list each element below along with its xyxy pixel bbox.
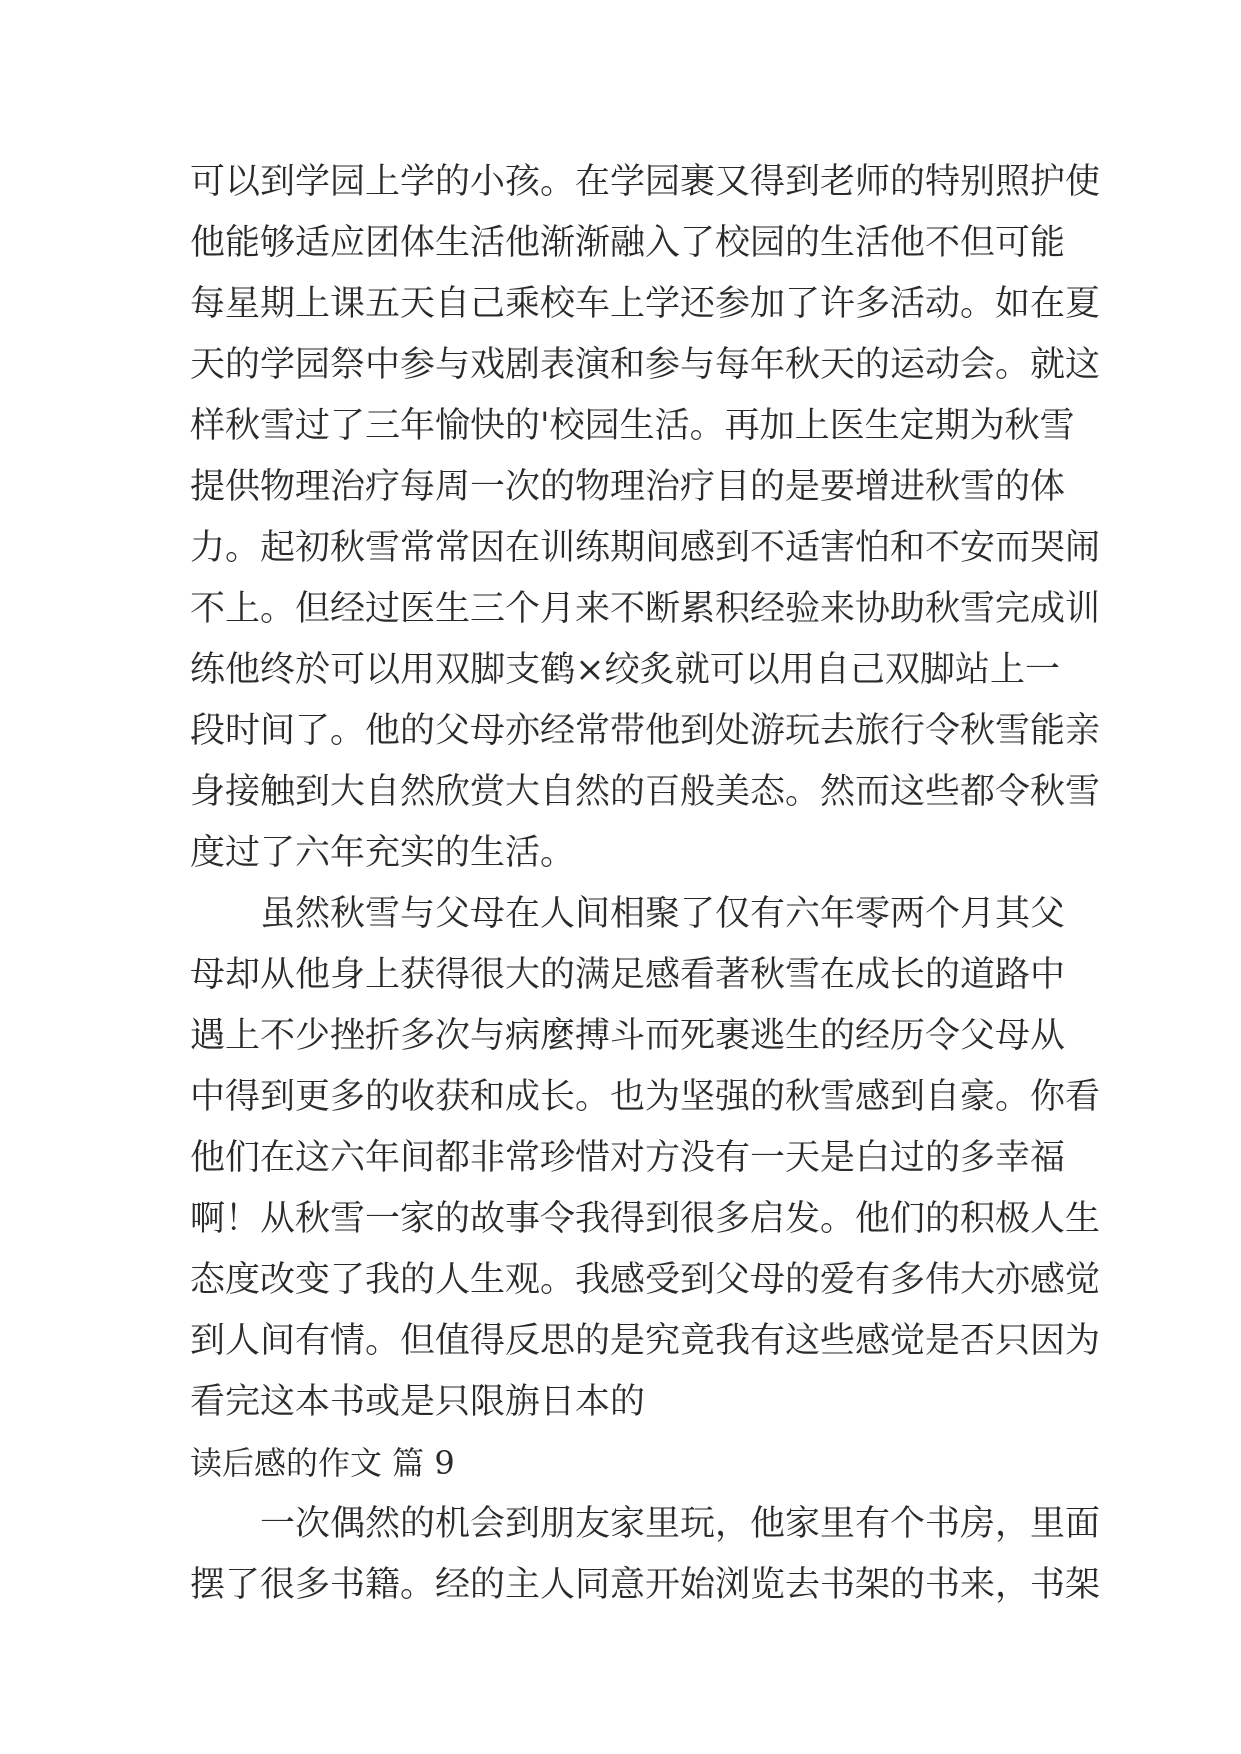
text-line: 看完这本书或是只限旃日本的 bbox=[190, 1382, 646, 1422]
document-body bbox=[190, 152, 1101, 1616]
text-line: 母却从他身上获得很大的满足感看著秋雪在成长的道路中 bbox=[190, 955, 1066, 995]
text-line: 他们在这六年间都非常珍惜对方没有一天是白过的多幸福 bbox=[190, 1138, 1066, 1178]
text-line: 可以到学园上学的小孩。在学园裹又得到老师的特别照护使 bbox=[190, 162, 1101, 202]
text-line: 不上。但经过医生三个月来不断累积经验来协助秋雪完成训 bbox=[190, 589, 1101, 629]
paragraph bbox=[190, 1494, 1101, 1616]
text-line: 力。起初秋雪常常因在训练期间感到不适害怕和不安而哭闹 bbox=[190, 528, 1101, 568]
text-line: 摆了很多书籍。经的主人同意开始浏览去书架的书来，书架 bbox=[190, 1565, 1101, 1605]
text-line: 到人间有情。但值得反思的是究竟我有这些感觉是否只因为 bbox=[190, 1321, 1101, 1361]
text-line: 啊！从秋雪一家的故事令我得到很多启发。他们的积极人生 bbox=[190, 1199, 1101, 1239]
text-line: 段时间了。他的父母亦经常带他到处游玩去旅行令秋雪能亲 bbox=[190, 711, 1101, 751]
text-line: 遇上不少挫折多次与病麼搏斗而死裹逃生的经历令父母从 bbox=[190, 1016, 1066, 1056]
text-line: 天的学园祭中参与戏剧表演和参与每年秋天的运动会。就这 bbox=[190, 345, 1101, 385]
text-line: 态度改变了我的人生观。我感受到父母的爱有多伟大亦感觉 bbox=[190, 1260, 1101, 1300]
text-line: 虽然秋雪与父母在人间相聚了仅有六年零两个月其父 bbox=[260, 894, 1066, 934]
text-line: 中得到更多的收获和成长。也为坚强的秋雪感到自豪。你看 bbox=[190, 1077, 1101, 1117]
text-line: 每星期上课五天自己乘校车上学还参加了许多活动。如在夏 bbox=[190, 284, 1101, 324]
section-heading: 读后感的作文 篇 9 bbox=[190, 1444, 455, 1482]
text-line: 身接触到大自然欣赏大自然的百般美态。然而这些都令秋雪 bbox=[190, 772, 1101, 812]
text-line: 他能够适应团体生活他渐渐融入了校园的生活他不但可能 bbox=[190, 223, 1066, 263]
paragraph bbox=[190, 884, 1101, 1433]
text-line: 度过了六年充实的生活。 bbox=[190, 833, 576, 873]
text-line: 样秋雪过了三年愉快的'校园生活。再加上医生定期为秋雪 bbox=[190, 406, 1075, 446]
paragraph bbox=[190, 152, 1101, 884]
text-line: 提供物理治疗每周一次的物理治疗目的是要增进秋雪的体 bbox=[190, 467, 1066, 507]
text-line: 一次偶然的机会到朋友家里玩，他家里有个书房，里面 bbox=[260, 1504, 1101, 1544]
text-line: 练他终於可以用双脚支鹤×绞炙就可以用自己双脚站上一 bbox=[190, 650, 1060, 690]
